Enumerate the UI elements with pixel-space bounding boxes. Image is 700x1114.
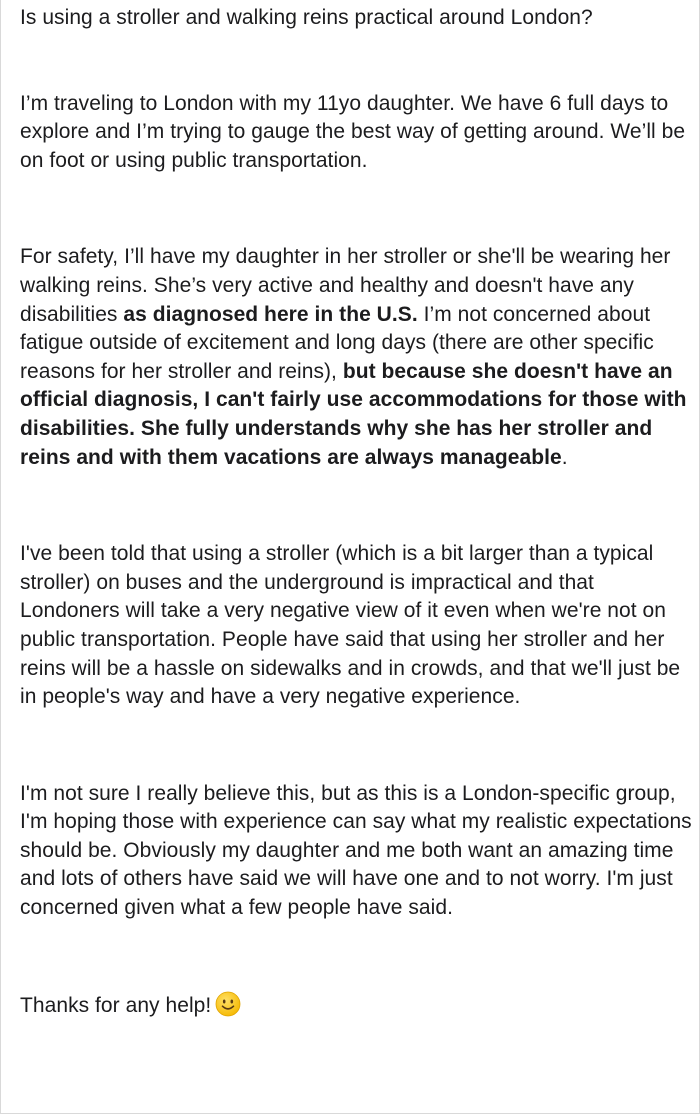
paragraph-intro: I’m traveling to London with my 11yo daughter. We have 6 full days to explore and I’m trying to gauge the best way of getting around. We’ll be on foot or using public transportation.	[20, 91, 686, 172]
paragraph-safety-text-2: I’m not concerned about fatigue outside of excitement and long days (there are other specific reasons for her stroller and reins),	[20, 302, 654, 383]
paragraph-safety-bold-1: as diagnosed here in the U.S.	[123, 302, 418, 326]
paragraph-safety-bold-2: but because she doesn't have an official diagnosis, I can't fairly use accommodations for those with disabilities. She fully understands why she has her stroller and reins and with them vacations are always manageable	[20, 359, 687, 469]
paragraph-safety-text-3: .	[561, 445, 568, 469]
paragraph-closing	[20, 991, 693, 1026]
closing-text: Thanks for any help!	[20, 993, 212, 1017]
paragraph-question: I'm not sure I really believe this, but as this is a London-specific group, I'm hoping those with experience can say what my realistic expectations should be. Obviously my daughter and me both want an amazing time and lots of others have said we will have one and to not worry. I'm just concerned given what a few people have said.	[20, 781, 692, 920]
paragraph-concerns: I've been told that using a stroller (which is a bit larger than a typical stroller) on buses and the underground is impractical and that Londoners will take a very negative view of it even when we're not on public transportation. People have said that using her stroller and her reins will be a hassle on sidewalks and in crowds, and that we'll just be in people's way and have a very negative experience.	[20, 542, 681, 709]
post-title: Is using a stroller and walking reins practical around London?	[20, 6, 593, 29]
paragraph-safety-text-1: For safety, I’ll have my daughter in her stroller or she'll be wearing her walking reins. She’s very active and healthy and doesn't have any disabilities	[20, 245, 671, 326]
smiling-face-icon	[215, 991, 241, 1026]
paragraph-safety	[20, 243, 693, 472]
